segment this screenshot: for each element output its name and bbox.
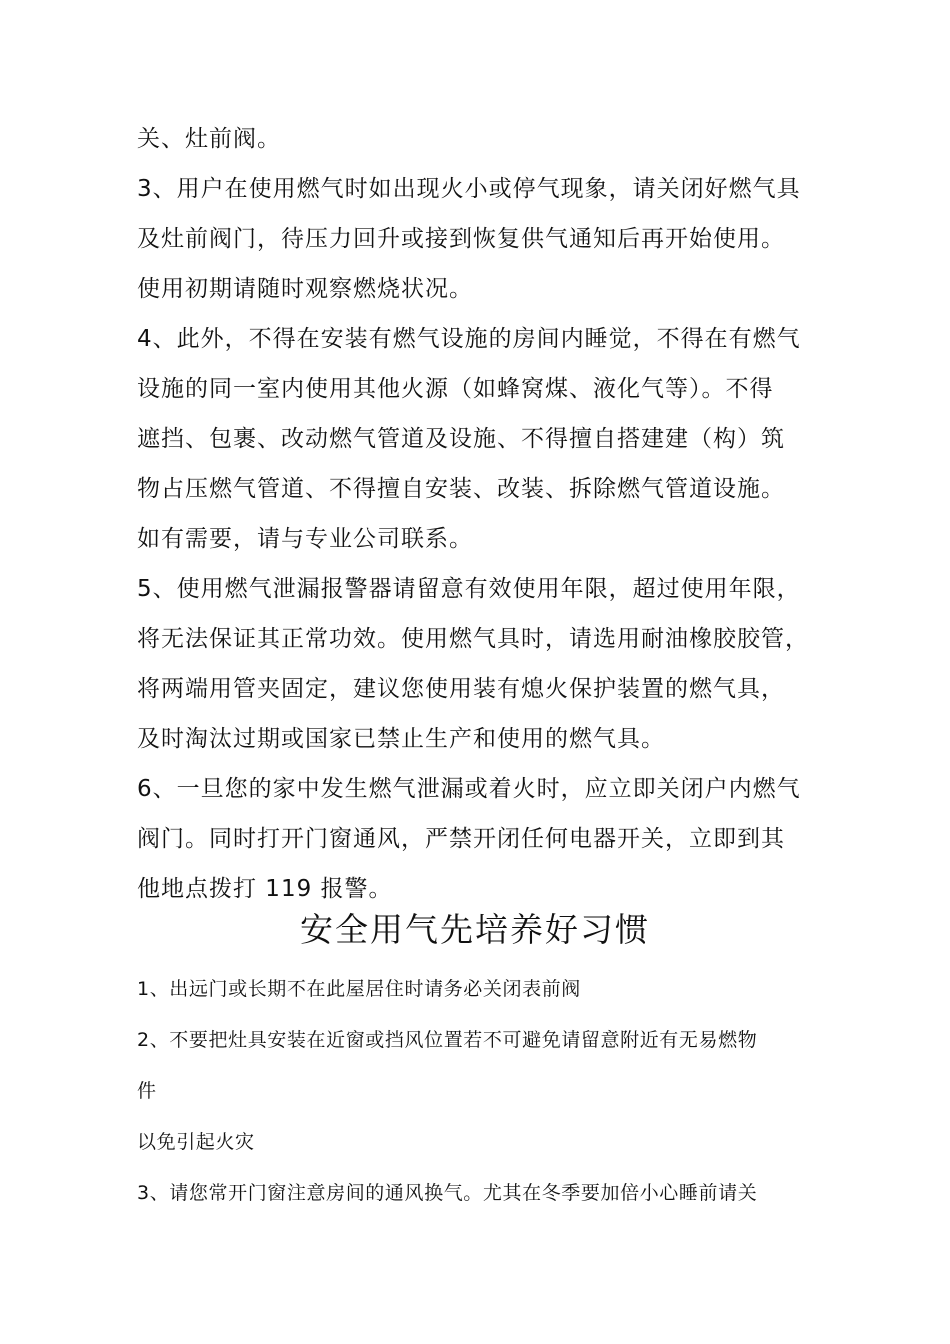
- text-line: 3、用户在使用燃气时如出现火小或停气现象，请关闭好燃气具: [137, 176, 801, 202]
- text-line: 使用初期请随时观察燃烧状况。: [137, 276, 473, 302]
- text-line: 物占压燃气管道、不得擅自安装、改装、拆除燃气管道设施。: [137, 476, 785, 502]
- text-line: 3、请您常开门窗注意房间的通风换气。尤其在冬季要加倍小心睡前请关: [137, 1182, 758, 1204]
- text-line: 遮挡、包裹、改动燃气管道及设施、不得擅自搭建建（构）筑: [137, 426, 785, 452]
- text-line: 阀门。同时打开门窗通风，严禁开闭任何电器开关，立即到其: [137, 826, 785, 852]
- text-line: 设施的同一室内使用其他火源（如蜂窝煤、液化气等）。不得: [137, 376, 774, 402]
- text-line: 将无法保证其正常功效。使用燃气具时，请选用耐油橡胶胶管，: [137, 626, 809, 652]
- text-line: 6、一旦您的家中发生燃气泄漏或着火时，应立即关闭户内燃气: [137, 776, 801, 802]
- text-line: 及时淘汰过期或国家已禁止生产和使用的燃气具。: [137, 726, 665, 752]
- text-line: 以免引起火灾: [137, 1131, 255, 1153]
- text-line: 将两端用管夹固定，建议您使用装有熄火保护装置的燃气具，: [137, 676, 785, 702]
- section-title: 安全用气先培养好习惯: [300, 910, 650, 949]
- text-line: 关、灶前阀。: [137, 126, 281, 152]
- text-line: 4、此外，不得在安装有燃气设施的房间内睡觉，不得在有燃气: [137, 326, 801, 352]
- text-line: 1、出远门或长期不在此屋居住时请务必关闭表前阀: [137, 978, 581, 1000]
- text-line: 如有需要，请与专业公司联系。: [137, 526, 473, 552]
- text-line: 2、不要把灶具安装在近窗或挡风位置若不可避免请留意附近有无易燃物: [137, 1029, 758, 1051]
- text-line: 及灶前阀门，待压力回升或接到恢复供气通知后再开始使用。: [137, 226, 785, 252]
- text-line: 件: [137, 1080, 157, 1102]
- text-line: 5、使用燃气泄漏报警器请留意有效使用年限，超过使用年限，: [137, 576, 801, 602]
- text-line: 他地点拨打 119 报警。: [137, 876, 393, 902]
